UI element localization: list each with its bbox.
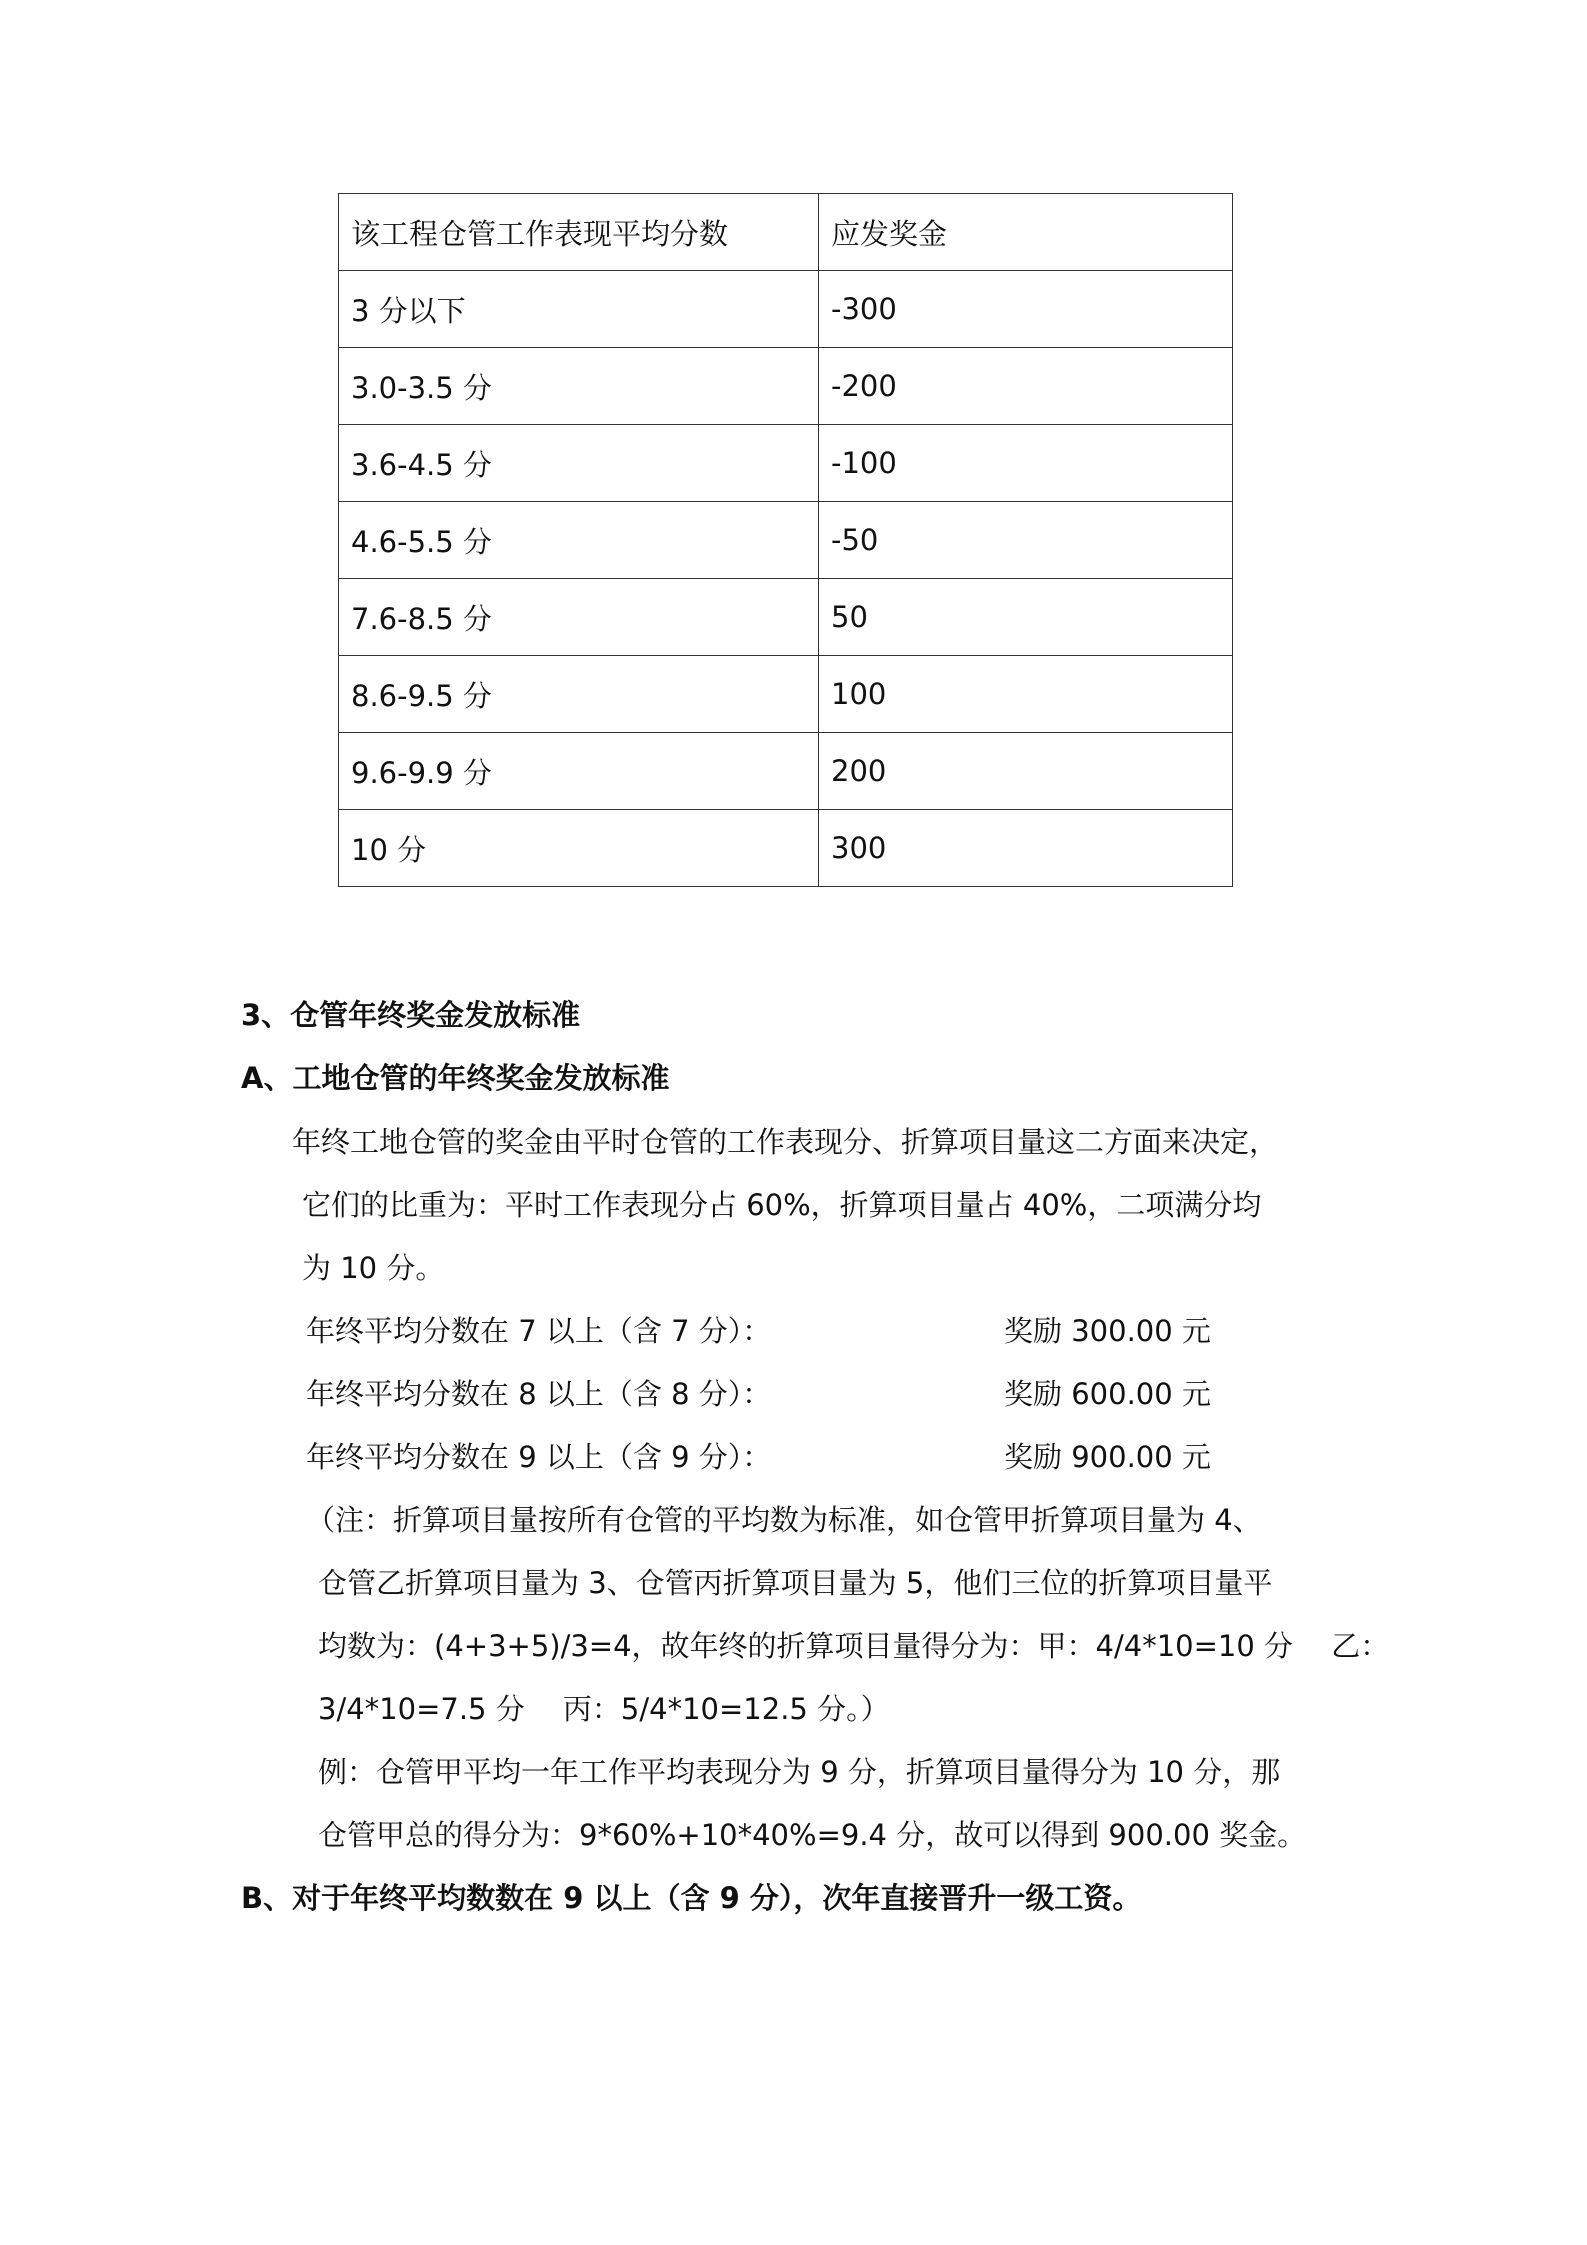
score-range-cell: 8.6-9.5 分 bbox=[339, 656, 819, 733]
table-row bbox=[339, 579, 1233, 656]
reward-condition: 年终平均分数在 9 以上（含 9 分）： bbox=[306, 1440, 772, 1474]
bonus-amount-cell: -50 bbox=[819, 502, 1233, 579]
table-row bbox=[339, 810, 1233, 887]
score-range-cell: 9.6-9.9 分 bbox=[339, 733, 819, 810]
example-line: 仓管甲总的得分为：9*60%+10*40%=9.4 分，故可以得到 900.00 奖金。 bbox=[318, 1818, 1307, 1852]
score-range-cell: 10 分 bbox=[339, 810, 819, 887]
table-row bbox=[339, 502, 1233, 579]
subsection-b-heading: B、对于年终平均数数在 9 以上（含 9 分），次年直接晋升一级工资。 bbox=[241, 1881, 1142, 1915]
paragraph-line: 它们的比重为：平时工作表现分占 60%，折算项目量占 40%，二项满分均 bbox=[302, 1188, 1262, 1222]
bonus-amount-cell: -200 bbox=[819, 348, 1233, 425]
score-range-cell: 4.6-5.5 分 bbox=[339, 502, 819, 579]
paragraph-line: 为 10 分。 bbox=[302, 1251, 445, 1285]
table-row bbox=[339, 425, 1233, 502]
reward-amount: 奖励 600.00 元 bbox=[1004, 1377, 1211, 1411]
table-row bbox=[339, 271, 1233, 348]
bonus-amount-cell: 50 bbox=[819, 579, 1233, 656]
reward-condition: 年终平均分数在 7 以上（含 7 分）： bbox=[306, 1314, 772, 1348]
table-row bbox=[339, 348, 1233, 425]
bonus-amount-cell: -100 bbox=[819, 425, 1233, 502]
score-range-cell: 3.0-3.5 分 bbox=[339, 348, 819, 425]
example-line: 例：仓管甲平均一年工作平均表现分为 9 分，折算项目量得分为 10 分，那 bbox=[318, 1755, 1281, 1789]
table-row bbox=[339, 656, 1233, 733]
table-row bbox=[339, 733, 1233, 810]
score-range-cell: 7.6-8.5 分 bbox=[339, 579, 819, 656]
score-range-cell: 3.6-4.5 分 bbox=[339, 425, 819, 502]
note-line: 均数为：(4+3+5)/3=4，故年终的折算项目量得分为：甲：4/4*10=10 分 乙： bbox=[318, 1629, 1390, 1663]
section-3-heading: 3、仓管年终奖金发放标准 bbox=[241, 998, 581, 1032]
bonus-amount-cell: -300 bbox=[819, 271, 1233, 348]
note-line: 3/4*10=7.5 分 丙：5/4*10=12.5 分。） bbox=[318, 1692, 890, 1726]
note-line: （注：折算项目量按所有仓管的平均数为标准，如仓管甲折算项目量为 4、 bbox=[306, 1503, 1262, 1537]
reward-amount: 奖励 900.00 元 bbox=[1004, 1440, 1211, 1474]
table-header-cell: 该工程仓管工作表现平均分数 bbox=[339, 194, 819, 271]
bonus-amount-cell: 100 bbox=[819, 656, 1233, 733]
table-header-cell: 应发奖金 bbox=[819, 194, 1233, 271]
score-range-cell: 3 分以下 bbox=[339, 271, 819, 348]
bonus-score-table bbox=[338, 193, 1233, 887]
reward-condition: 年终平均分数在 8 以上（含 8 分）： bbox=[306, 1377, 772, 1411]
subsection-a-heading: A、工地仓管的年终奖金发放标准 bbox=[241, 1061, 670, 1095]
bonus-amount-cell: 200 bbox=[819, 733, 1233, 810]
table-header-row bbox=[339, 194, 1233, 271]
bonus-amount-cell: 300 bbox=[819, 810, 1233, 887]
note-line: 仓管乙折算项目量为 3、仓管丙折算项目量为 5，他们三位的折算项目量平 bbox=[318, 1566, 1273, 1600]
reward-amount: 奖励 300.00 元 bbox=[1004, 1314, 1211, 1348]
paragraph-line: 年终工地仓管的奖金由平时仓管的工作表现分、折算项目量这二方面来决定， bbox=[292, 1125, 1279, 1159]
